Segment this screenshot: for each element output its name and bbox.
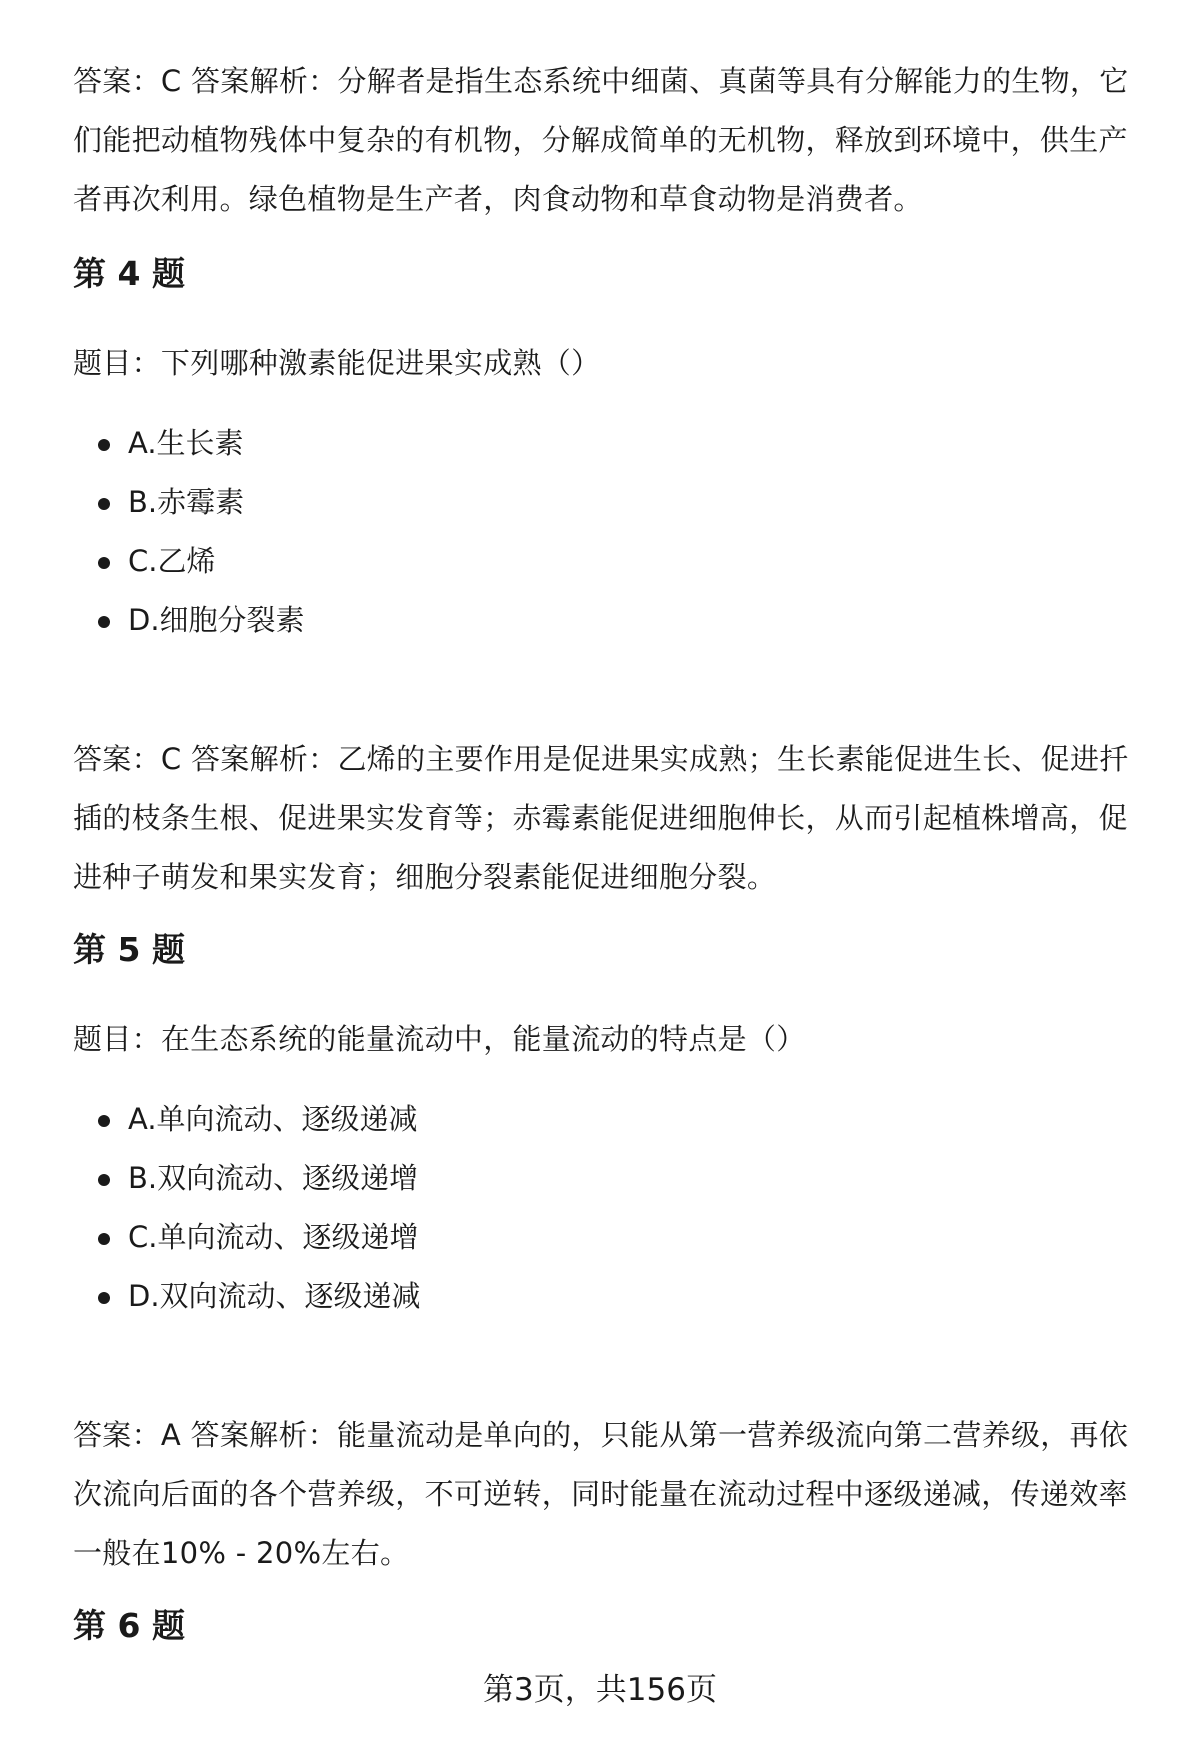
bullet-icon bbox=[98, 1174, 110, 1186]
page-footer: 第3页，共156页 bbox=[483, 1672, 717, 1708]
q5-question: 题目：在生态系统的能量流动中，能量流动的特点是（） bbox=[73, 1022, 806, 1056]
q5-options bbox=[73, 1090, 1145, 1326]
q4-heading: 第 4 题 bbox=[73, 254, 185, 293]
bullet-icon bbox=[98, 1115, 110, 1127]
q4-option-c: C.乙烯 bbox=[73, 532, 1145, 591]
q4-options bbox=[73, 414, 1145, 650]
q5-option-b: B.双向流动、逐级递增 bbox=[73, 1149, 1145, 1208]
q4-option-d: D.细胞分裂素 bbox=[73, 591, 1145, 650]
q5-option-c: C.单向流动、逐级递增 bbox=[73, 1208, 1145, 1267]
bullet-icon bbox=[98, 557, 110, 569]
q4-answer: 答案：C 答案解析：乙烯的主要作用是促进果实成熟；生长素能促进生长、促进扦插的枝条生根、促进果实发育等；赤霉素能促进细胞伸长，从而引起植株增高，促进种子萌发和果实发育；细胞分裂素能促进细胞分裂。 bbox=[73, 742, 1129, 894]
q3-answer: 答案：C 答案解析：分解者是指生态系统中细菌、真菌等具有分解能力的生物，它们能把动植物残体中复杂的有机物，分解成简单的无机物，释放到环境中，供生产者再次利用。绿色植物是生产者，肉食动物和草食动物是消费者。 bbox=[73, 64, 1129, 216]
q5-option-d: D.双向流动、逐级递减 bbox=[73, 1267, 1145, 1326]
q4-question: 题目：下列哪种激素能促进果实成熟（） bbox=[73, 346, 601, 380]
q6-heading: 第 6 题 bbox=[73, 1606, 185, 1645]
q5-option-a: A.单向流动、逐级递减 bbox=[73, 1090, 1145, 1149]
q5-heading: 第 5 题 bbox=[73, 930, 185, 969]
q4-option-b: B.赤霉素 bbox=[73, 473, 1145, 532]
bullet-icon bbox=[98, 1292, 110, 1304]
bullet-icon bbox=[98, 616, 110, 628]
q4-option-a: A.生长素 bbox=[73, 414, 1145, 473]
q5-answer: 答案：A 答案解析：能量流动是单向的，只能从第一营养级流向第二营养级，再依次流向后面的各个营养级，不可逆转，同时能量在流动过程中逐级递减，传递效率一般在10% - 20%左右。 bbox=[73, 1418, 1129, 1570]
bullet-icon bbox=[98, 439, 110, 451]
bullet-icon bbox=[98, 1233, 110, 1245]
bullet-icon bbox=[98, 498, 110, 510]
